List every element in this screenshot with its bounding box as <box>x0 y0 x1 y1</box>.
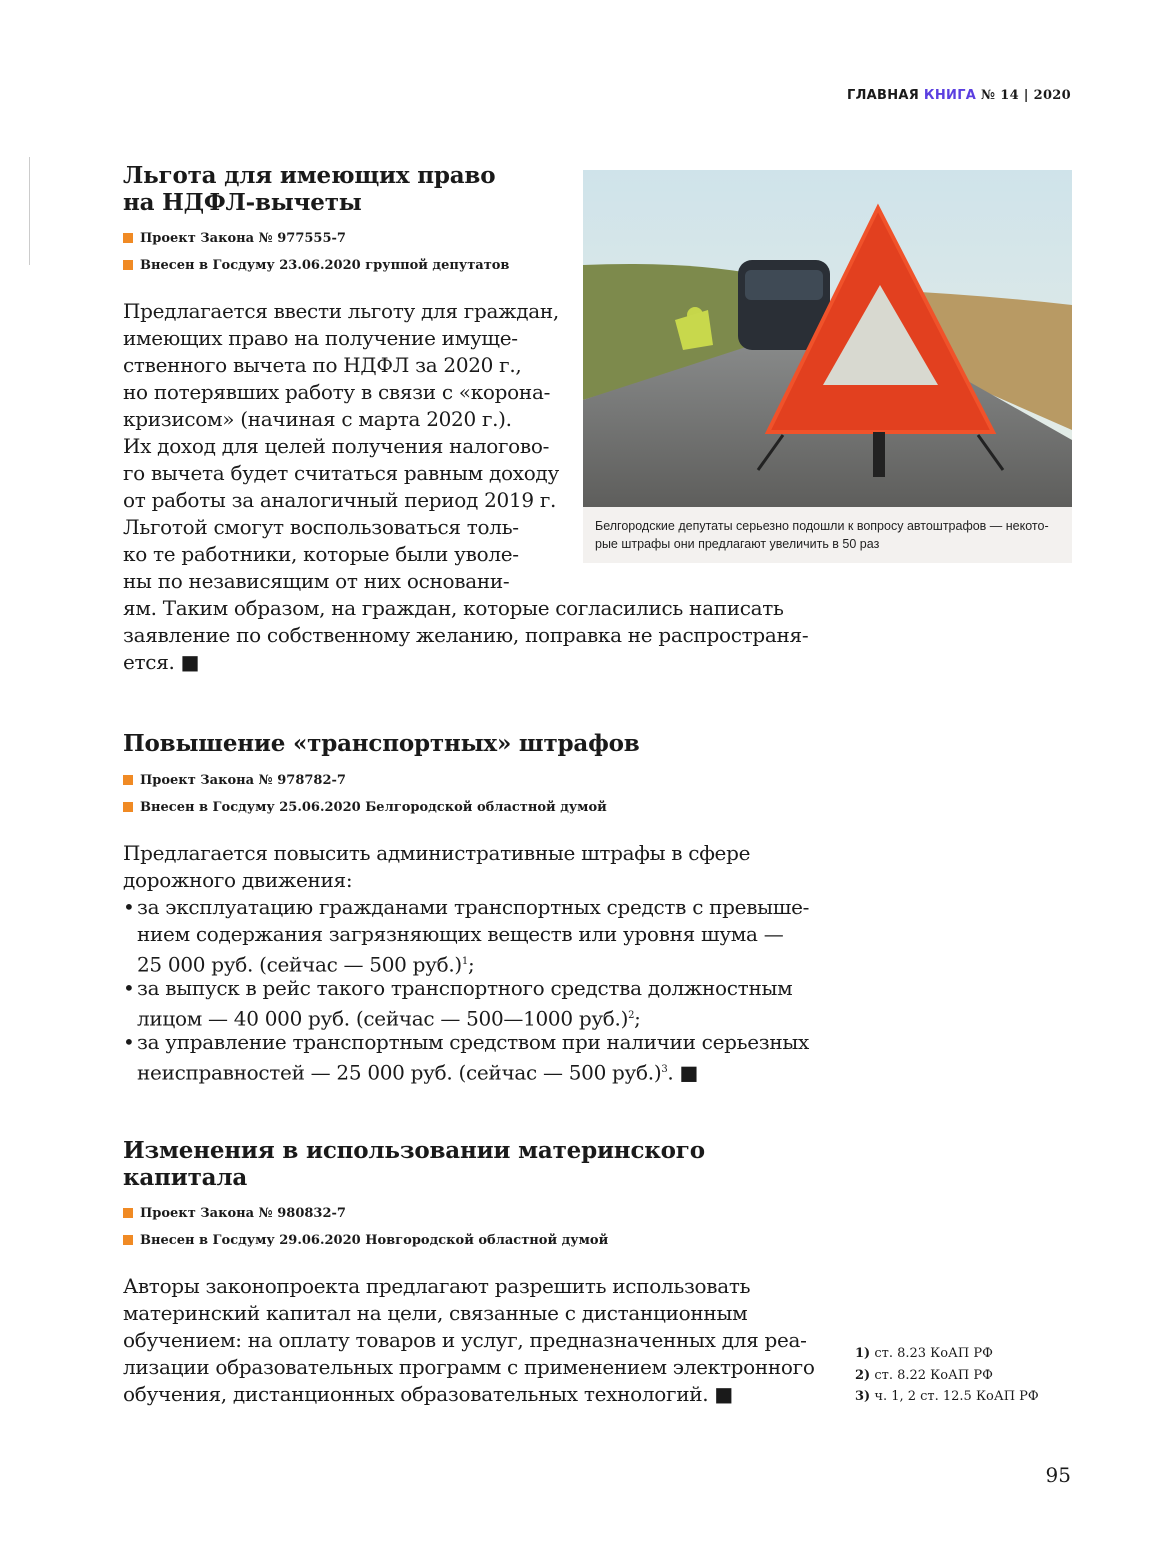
bullet-item: неисправностей — 25 000 руб. (сейчас — 500 руб.)$^3$. ■ <box>137 1060 699 1085</box>
text-line: ственного вычета по НДФЛ за 2020 г., <box>123 353 522 377</box>
footnote-ref: 1 <box>461 956 468 967</box>
section-meta: Проект Закона № 977555-7 Внесен в Госдуму 23.06.2020 группой депутатов <box>123 225 509 279</box>
text-line: от работы за аналогичный период 2019 г. <box>123 488 557 512</box>
text-line: Льготой смогут воспользоваться толь- <box>123 515 519 539</box>
header-title-accent: КНИГА <box>923 88 977 103</box>
footnote: 1) ст. 8.23 КоАП РФ <box>855 1346 993 1361</box>
issue-number: № 14 | 2020 <box>980 88 1071 103</box>
bullet-item: 25 000 руб. (сейчас — 500 руб.)$^1$; <box>137 952 475 977</box>
header-title: ГЛАВНАЯ <box>846 88 920 103</box>
text-line: кризисом» (начиная с марта 2020 г.). <box>123 407 512 431</box>
running-header <box>847 88 1071 103</box>
text-line: ям. Таким образом, на граждан, которые согласились написать <box>123 596 784 620</box>
text-line: ны по независящим от них основани- <box>123 569 510 593</box>
text-line: материнский капитал на цели, связанные с дистанционным <box>123 1301 748 1325</box>
page-number: 95 <box>1045 1463 1071 1487</box>
section-meta: Проект Закона № 980832-7 Внесен в Госдуму 29.06.2020 Новгородской областной думой <box>123 1200 608 1254</box>
section-body <box>123 840 809 1083</box>
text-line: Предлагается ввести льготу для граждан, <box>123 299 559 323</box>
text-line: но потерявших работу в связи с «корона- <box>123 380 551 404</box>
text-line: лизации образовательных программ с применением электронного <box>123 1355 815 1379</box>
section-title: Изменения в использовании материнского капитала <box>123 1137 705 1191</box>
bullet-item: • за управление транспортным средством при наличии серьезных <box>123 1030 809 1054</box>
photo-caption: Белгородские депутаты серьезно подошли к вопросу автоштрафов — некото- рые штрафы они предлагают увеличить в 50 раз <box>583 507 1072 563</box>
text-line: дорожного движения: <box>123 868 353 892</box>
bullet-item: • за эксплуатацию гражданами транспортных средств с превыше- <box>123 895 810 919</box>
footnote-ref: 3 <box>661 1064 668 1075</box>
bullet-item: лицом — 40 000 руб. (сейчас — 500—1000 руб.)$^2$; <box>137 1006 641 1031</box>
text-line: ется. ■ <box>123 650 200 674</box>
footnote: 3) ч. 1, 2 ст. 12.5 КоАП РФ <box>855 1389 1039 1404</box>
footnote: 2) ст. 8.22 КоАП РФ <box>855 1367 993 1383</box>
text-line: ко те работники, которые были уволе- <box>123 542 519 566</box>
section-meta: Проект Закона № 978782-7 Внесен в Госдуму 25.06.2020 Белгородской областной думой <box>123 767 607 821</box>
text-line: Их доход для целей получения налогово- <box>123 434 550 458</box>
bullet-item: • за выпуск в рейс такого транспортного средства должностным <box>123 976 793 1000</box>
photo-warning-triangle <box>583 170 1072 507</box>
text-line: обучения, дистанционных образовательных технологий. ■ <box>123 1382 733 1406</box>
text-line: имеющих право на получение имуще- <box>123 326 518 350</box>
section-title: Повышение «транспортных» штрафов <box>123 730 640 757</box>
section-body <box>123 1273 815 1408</box>
footnote-ref: 2 <box>628 1010 635 1021</box>
section-title: Льгота для имеющих право на НДФЛ-вычеты <box>123 162 496 216</box>
text-line: обучением: на оплату товаров и услуг, предназначенных для реа- <box>123 1328 807 1352</box>
text-line: го вычета будет считаться равным доходу <box>123 461 559 485</box>
footnotes <box>855 1343 1039 1408</box>
text-line: Авторы законопроекта предлагают разрешить использовать <box>123 1274 751 1298</box>
bullet-item: нием содержания загрязняющих веществ или уровня шума — <box>137 922 784 946</box>
text-line: заявление по собственному желанию, поправка не распространя- <box>123 623 809 647</box>
margin-rule <box>29 157 30 265</box>
text-line: Предлагается повысить административные штрафы в сфере <box>123 841 751 865</box>
